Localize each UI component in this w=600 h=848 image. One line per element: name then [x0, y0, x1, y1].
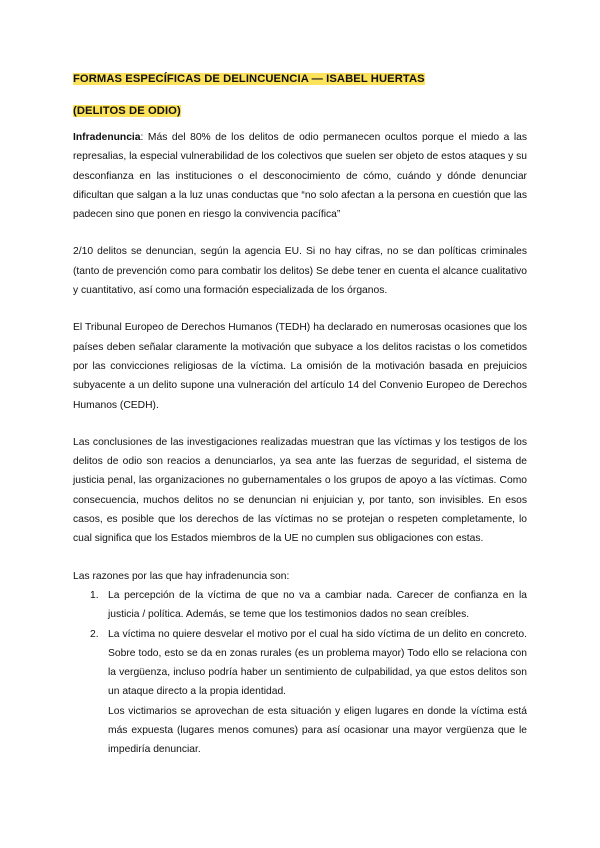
document-page — [73, 70, 527, 760]
list-item-text: La víctima no quiere desvelar el motivo por el cual ha sido víctima de un delito en concreto. Sobre todo, esto se da en zonas rurales (es un problema mayor) Todo ello se relaciona con la vergüenza, incluso podría haber un sentimiento de culpabilidad, ya que estos delitos son un ataque directo a la propia identidad. — [108, 628, 527, 698]
list-item-extra-text: Los victimarios se aprovechan de esta situación y eligen lugares en donde la víctima está más expuesta (lugares menos comunes) para así ocasionar una mayor vergüenza que le impediría denunciar. — [108, 705, 527, 756]
list-item-number: 2. — [90, 628, 99, 640]
paragraph-tedh: El Tribunal Europeo de Derechos Humanos (TEDH) ha declarado en numerosas ocasiones que los países deben señalar claramente la motivación que subyace a los delitos racistas o los cometidos por las convicciones religiosas de la víctima. La omisión de la motivación basada en prejuicios subyacente a un delito supone una vulneración del artículo 14 del Convenio Europeo de Derechos Humanos (CEDH). — [73, 322, 527, 411]
paragraph-statistics: 2/10 delitos se denuncian, según la agencia EU. Si no hay cifras, no se dan políticas criminales (tanto de prevención como para combatir los delitos) Se debe tener en cuenta el alcance cualitativo y cuantitativo, así como una formación especializada de los órganos. — [73, 246, 527, 297]
document-title — [73, 70, 527, 90]
list-item — [73, 586, 527, 625]
document-subtitle — [73, 102, 527, 122]
reasons-list — [73, 586, 527, 760]
document-subtitle-text: (DELITOS DE ODIO) — [73, 105, 181, 117]
paragraph-infradenuncia — [73, 128, 527, 224]
list-item — [73, 625, 527, 760]
paragraph-infradenuncia-text: : Más del 80% de los delitos de odio permanecen ocultos porque el miedo a las represalias, la especial vulnerabilidad de los colectivos que suelen ser objeto de estos ataques y su desconfianza en las instituciones o el desconocimiento de cómo, cuándo y dónde denunciar dificultan que salgan a la luz unas conductas que “no solo afectan a la persona en cuestión que las padecen sino que ponen en riesgo la convivencia pacífica” — [73, 132, 527, 221]
document-title-text: FORMAS ESPECÍFICAS DE DELINCUENCIA — ISABEL HUERTAS — [73, 73, 425, 85]
term-infradenuncia: Infradenuncia — [73, 132, 141, 143]
paragraph-conclusions: Las conclusiones de las investigaciones realizadas muestran que las víctimas y los testigos de los delitos de odio son reacios a denunciarlos, ya sea ante las fuerzas de seguridad, el sistema de justicia penal, las organizaciones no gubernamentales o los grupos de apoyo a las víctimas. Como consecuencia, muchos delitos no se denuncian ni enjuician y, por tanto, son invisibles. En esos casos, es posible que los derechos de las víctimas no se protejan o respeten completamente, lo cual significa que los Estados miembros de la UE no cumplen sus obligaciones con estas. — [73, 436, 527, 545]
list-intro: Las razones por las que hay infradenuncia son: — [73, 570, 290, 582]
list-item-text: La percepción de la víctima de que no va a cambiar nada. Carecer de confianza en la justicia / política. Además, se teme que los testimonios dados no sean creíbles. — [108, 589, 527, 621]
list-item-number: 1. — [90, 589, 99, 601]
